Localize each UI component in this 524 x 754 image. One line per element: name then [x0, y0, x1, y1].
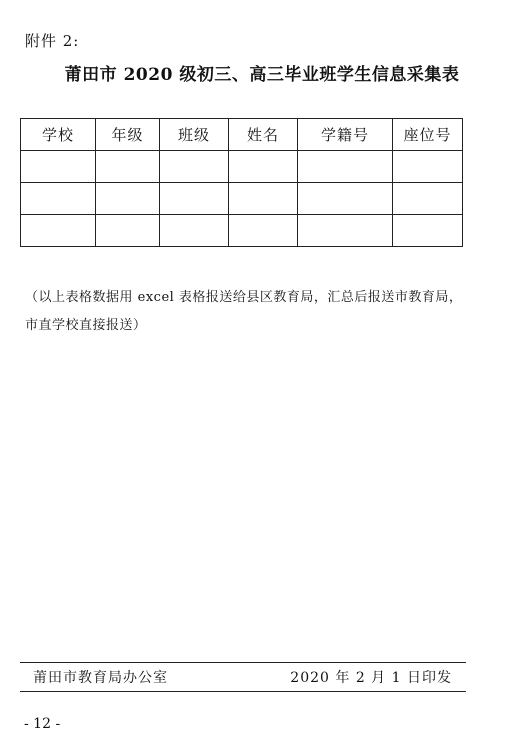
table-cell — [160, 215, 229, 247]
header-school: 学校 — [21, 119, 96, 151]
note-line: 市直学校直接报送） — [25, 318, 147, 333]
table-cell — [96, 183, 160, 215]
table-cell — [229, 215, 298, 247]
table-row — [21, 215, 463, 247]
document-title: 莆田市 2020 级初三、高三毕业班学生信息采集表 — [64, 65, 460, 85]
issuing-office: 莆田市教育局办公室 — [33, 670, 168, 686]
submission-note — [25, 284, 475, 340]
table-cell — [229, 183, 298, 215]
table-header-row — [21, 119, 463, 151]
footer-bottom-divider — [20, 691, 466, 692]
note-line: （以上表格数据用 excel 表格报送给县区教育局，汇总后报送市教育局， — [25, 290, 463, 305]
table-cell — [21, 151, 96, 183]
table-cell — [160, 151, 229, 183]
header-grade: 年级 — [96, 119, 160, 151]
footer-top-divider — [20, 662, 466, 663]
header-name: 姓名 — [229, 119, 298, 151]
table-row — [21, 151, 463, 183]
table-cell — [298, 151, 393, 183]
table-cell — [96, 215, 160, 247]
table-cell — [96, 151, 160, 183]
issue-date: 2020 年 2 月 1 日印发 — [290, 670, 452, 686]
header-student-id: 学籍号 — [298, 119, 393, 151]
table-cell — [298, 215, 393, 247]
table-cell — [298, 183, 393, 215]
table-cell — [21, 215, 96, 247]
table-cell — [160, 183, 229, 215]
table-cell — [393, 151, 463, 183]
table-cell — [393, 183, 463, 215]
table-cell — [229, 151, 298, 183]
attachment-label: 附件 2: — [25, 32, 80, 50]
header-seat-number: 座位号 — [393, 119, 463, 151]
page-number: - 12 - — [24, 716, 61, 732]
table-row — [21, 183, 463, 215]
table-cell — [21, 183, 96, 215]
student-info-table — [20, 118, 463, 247]
header-class: 班级 — [160, 119, 229, 151]
table-cell — [393, 215, 463, 247]
